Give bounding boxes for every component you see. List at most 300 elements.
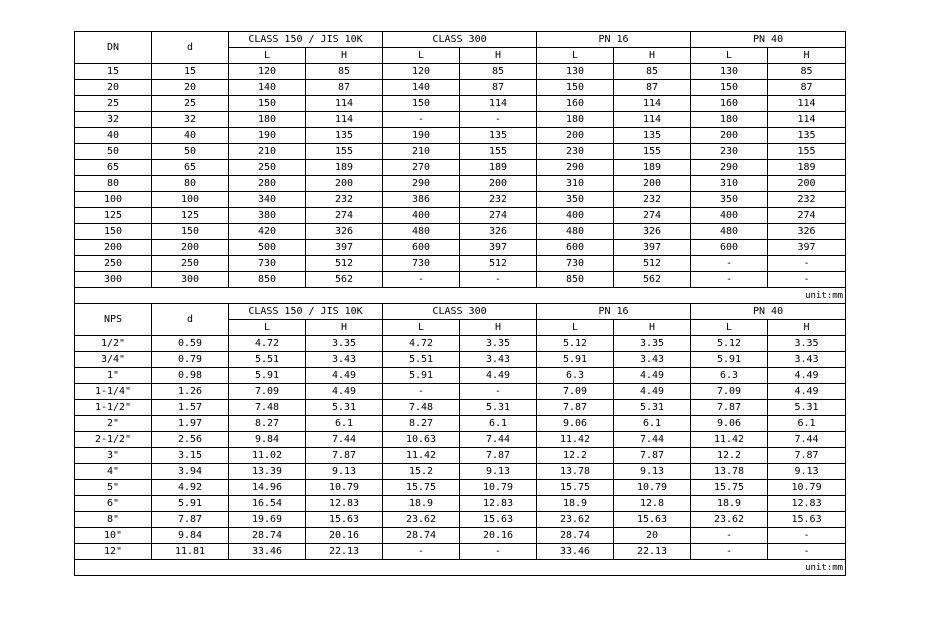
imperial-sub-l: L bbox=[229, 320, 306, 336]
table-cell: 135 bbox=[614, 128, 691, 144]
table-cell: - bbox=[768, 528, 846, 544]
table-row bbox=[75, 176, 846, 192]
table-cell: 5.51 bbox=[383, 352, 460, 368]
table-row bbox=[75, 496, 846, 512]
table-cell: 20 bbox=[614, 528, 691, 544]
table-cell: 3" bbox=[75, 448, 152, 464]
table-cell: - bbox=[691, 528, 768, 544]
dimension-table bbox=[74, 31, 846, 576]
table-cell: - bbox=[383, 112, 460, 128]
table-cell: 300 bbox=[152, 272, 229, 288]
metric-header-dn: DN bbox=[75, 32, 152, 64]
table-cell: 13.39 bbox=[229, 464, 306, 480]
table-cell: 28.74 bbox=[537, 528, 614, 544]
table-cell: 1" bbox=[75, 368, 152, 384]
table-cell: 232 bbox=[614, 192, 691, 208]
table-cell: 232 bbox=[460, 192, 537, 208]
table-cell: 135 bbox=[306, 128, 383, 144]
table-cell: 8.27 bbox=[383, 416, 460, 432]
table-cell: 80 bbox=[75, 176, 152, 192]
table-row bbox=[75, 272, 846, 288]
table-cell: 232 bbox=[306, 192, 383, 208]
table-cell: - bbox=[383, 544, 460, 560]
table-cell: 15 bbox=[75, 64, 152, 80]
table-cell: 326 bbox=[614, 224, 691, 240]
table-cell: 4.92 bbox=[152, 480, 229, 496]
table-cell: 274 bbox=[306, 208, 383, 224]
metric-sub-h: H bbox=[614, 48, 691, 64]
table-cell: 12.83 bbox=[460, 496, 537, 512]
table-cell: 730 bbox=[383, 256, 460, 272]
table-cell: 5.12 bbox=[691, 336, 768, 352]
table-cell: 155 bbox=[614, 144, 691, 160]
table-cell: - bbox=[691, 272, 768, 288]
table-cell: 189 bbox=[306, 160, 383, 176]
table-cell: 3.43 bbox=[306, 352, 383, 368]
table-cell: 7.87 bbox=[691, 400, 768, 416]
table-cell: 85 bbox=[460, 64, 537, 80]
imperial-unit-section bbox=[75, 560, 846, 576]
table-cell: 200 bbox=[306, 176, 383, 192]
table-cell: 9.13 bbox=[306, 464, 383, 480]
table-cell: 19.69 bbox=[229, 512, 306, 528]
table-cell: 350 bbox=[537, 192, 614, 208]
table-cell: 600 bbox=[691, 240, 768, 256]
table-cell: 280 bbox=[229, 176, 306, 192]
table-cell: 350 bbox=[691, 192, 768, 208]
table-cell: 13.78 bbox=[691, 464, 768, 480]
table-cell: 1-1/2" bbox=[75, 400, 152, 416]
table-cell: 6" bbox=[75, 496, 152, 512]
table-cell: 562 bbox=[614, 272, 691, 288]
table-cell: 85 bbox=[306, 64, 383, 80]
table-cell: 512 bbox=[306, 256, 383, 272]
table-cell: 32 bbox=[152, 112, 229, 128]
metric-sub-l: L bbox=[383, 48, 460, 64]
table-cell: 200 bbox=[537, 128, 614, 144]
table-cell: 3.15 bbox=[152, 448, 229, 464]
table-cell: 25 bbox=[152, 96, 229, 112]
table-cell: 200 bbox=[75, 240, 152, 256]
table-cell: 480 bbox=[691, 224, 768, 240]
table-row bbox=[75, 384, 846, 400]
table-cell: 135 bbox=[768, 128, 846, 144]
table-cell: 4.49 bbox=[768, 368, 846, 384]
table-cell: 0.59 bbox=[152, 336, 229, 352]
table-cell: 10" bbox=[75, 528, 152, 544]
table-cell: 4.49 bbox=[460, 368, 537, 384]
table-cell: 1.26 bbox=[152, 384, 229, 400]
table-cell: 33.46 bbox=[229, 544, 306, 560]
table-cell: 15.75 bbox=[383, 480, 460, 496]
table-cell: 230 bbox=[691, 144, 768, 160]
imperial-unit-row bbox=[75, 560, 846, 576]
table-cell: 3.43 bbox=[614, 352, 691, 368]
table-cell: 290 bbox=[537, 160, 614, 176]
table-cell: 400 bbox=[537, 208, 614, 224]
table-cell: 20 bbox=[75, 80, 152, 96]
table-row bbox=[75, 112, 846, 128]
imperial-header-d: d bbox=[152, 304, 229, 336]
table-cell: 5.31 bbox=[306, 400, 383, 416]
table-cell: 150 bbox=[229, 96, 306, 112]
table-cell: 155 bbox=[768, 144, 846, 160]
table-cell: 6.1 bbox=[306, 416, 383, 432]
table-cell: 11.81 bbox=[152, 544, 229, 560]
table-cell: 150 bbox=[537, 80, 614, 96]
table-cell: 18.9 bbox=[383, 496, 460, 512]
table-cell: 14.96 bbox=[229, 480, 306, 496]
table-cell: 155 bbox=[306, 144, 383, 160]
table-cell: 11.42 bbox=[537, 432, 614, 448]
table-cell: 50 bbox=[75, 144, 152, 160]
table-cell: 274 bbox=[768, 208, 846, 224]
table-cell: 65 bbox=[152, 160, 229, 176]
table-cell: 397 bbox=[306, 240, 383, 256]
table-cell: 85 bbox=[768, 64, 846, 80]
table-cell: 190 bbox=[383, 128, 460, 144]
table-cell: 15.75 bbox=[537, 480, 614, 496]
table-cell: 87 bbox=[614, 80, 691, 96]
table-cell: 9.13 bbox=[460, 464, 537, 480]
metric-unit-label: unit:mm bbox=[75, 288, 846, 304]
table-row bbox=[75, 144, 846, 160]
table-cell: 5.91 bbox=[691, 352, 768, 368]
table-cell: 9.84 bbox=[229, 432, 306, 448]
table-cell: 5.51 bbox=[229, 352, 306, 368]
table-cell: 15.63 bbox=[614, 512, 691, 528]
table-cell: 310 bbox=[537, 176, 614, 192]
table-cell: 4.49 bbox=[614, 368, 691, 384]
table-cell: - bbox=[691, 544, 768, 560]
table-cell: - bbox=[460, 544, 537, 560]
metric-group-class300: CLASS 300 bbox=[383, 32, 537, 48]
imperial-rows bbox=[75, 336, 846, 560]
table-cell: 7.09 bbox=[229, 384, 306, 400]
table-row bbox=[75, 208, 846, 224]
table-cell: 190 bbox=[229, 128, 306, 144]
table-cell: 100 bbox=[75, 192, 152, 208]
table-row bbox=[75, 512, 846, 528]
table-cell: 87 bbox=[460, 80, 537, 96]
imperial-sub-l: L bbox=[537, 320, 614, 336]
table-cell: 326 bbox=[306, 224, 383, 240]
table-row bbox=[75, 400, 846, 416]
table-cell: 12.83 bbox=[768, 496, 846, 512]
table-cell: 326 bbox=[768, 224, 846, 240]
table-cell: 135 bbox=[460, 128, 537, 144]
table-cell: 180 bbox=[229, 112, 306, 128]
metric-sub-l: L bbox=[691, 48, 768, 64]
table-cell: 5.91 bbox=[152, 496, 229, 512]
table-cell: 3.35 bbox=[306, 336, 383, 352]
table-cell: 11.02 bbox=[229, 448, 306, 464]
table-cell: 274 bbox=[460, 208, 537, 224]
table-cell: 7.87 bbox=[306, 448, 383, 464]
table-cell: 140 bbox=[383, 80, 460, 96]
table-row bbox=[75, 64, 846, 80]
table-cell: 3.94 bbox=[152, 464, 229, 480]
table-cell: 7.87 bbox=[768, 448, 846, 464]
table-row bbox=[75, 240, 846, 256]
table-cell: 6.1 bbox=[768, 416, 846, 432]
table-cell: 4.72 bbox=[383, 336, 460, 352]
metric-sub-l: L bbox=[229, 48, 306, 64]
table-cell: 114 bbox=[306, 96, 383, 112]
imperial-group-pn16: PN 16 bbox=[537, 304, 691, 320]
table-cell: 1-1/4" bbox=[75, 384, 152, 400]
table-cell: 420 bbox=[229, 224, 306, 240]
table-cell: 40 bbox=[152, 128, 229, 144]
table-cell: 189 bbox=[614, 160, 691, 176]
metric-group-pn40: PN 40 bbox=[691, 32, 846, 48]
table-cell: 9.06 bbox=[537, 416, 614, 432]
table-cell: 12" bbox=[75, 544, 152, 560]
table-cell: 11.42 bbox=[691, 432, 768, 448]
table-cell: 114 bbox=[306, 112, 383, 128]
table-cell: 480 bbox=[537, 224, 614, 240]
table-cell: 50 bbox=[152, 144, 229, 160]
table-cell: 5.91 bbox=[537, 352, 614, 368]
imperial-sub-l: L bbox=[383, 320, 460, 336]
table-cell: 10.79 bbox=[460, 480, 537, 496]
table-cell: 3.35 bbox=[614, 336, 691, 352]
imperial-unit-label: unit:mm bbox=[75, 560, 846, 576]
table-cell: 3.43 bbox=[768, 352, 846, 368]
table-cell: 130 bbox=[537, 64, 614, 80]
table-cell: 2-1/2" bbox=[75, 432, 152, 448]
table-cell: 20.16 bbox=[306, 528, 383, 544]
table-row bbox=[75, 336, 846, 352]
table-cell: 300 bbox=[75, 272, 152, 288]
table-row bbox=[75, 256, 846, 272]
table-cell: 400 bbox=[691, 208, 768, 224]
table-cell: 200 bbox=[152, 240, 229, 256]
table-cell: 0.79 bbox=[152, 352, 229, 368]
table-cell: 5.12 bbox=[537, 336, 614, 352]
table-cell: 150 bbox=[75, 224, 152, 240]
imperial-header-row bbox=[75, 304, 846, 320]
imperial-sub-l: L bbox=[691, 320, 768, 336]
table-cell: 730 bbox=[537, 256, 614, 272]
metric-header-d: d bbox=[152, 32, 229, 64]
table-cell: 7.44 bbox=[306, 432, 383, 448]
table-cell: 500 bbox=[229, 240, 306, 256]
dimension-sheet bbox=[74, 31, 845, 576]
table-cell: 290 bbox=[691, 160, 768, 176]
metric-sub-h: H bbox=[460, 48, 537, 64]
table-cell: 15.63 bbox=[768, 512, 846, 528]
table-cell: 189 bbox=[768, 160, 846, 176]
table-cell: 600 bbox=[383, 240, 460, 256]
table-cell: 4.49 bbox=[306, 368, 383, 384]
table-cell: 150 bbox=[691, 80, 768, 96]
table-cell: - bbox=[460, 384, 537, 400]
table-cell: 15.63 bbox=[460, 512, 537, 528]
table-cell: 2" bbox=[75, 416, 152, 432]
imperial-sub-h: H bbox=[768, 320, 846, 336]
table-cell: 5.91 bbox=[229, 368, 306, 384]
table-cell: 18.9 bbox=[537, 496, 614, 512]
table-cell: 3.43 bbox=[460, 352, 537, 368]
imperial-group-class300: CLASS 300 bbox=[383, 304, 537, 320]
table-cell: 87 bbox=[768, 80, 846, 96]
table-cell: 6.1 bbox=[614, 416, 691, 432]
table-cell: 32 bbox=[75, 112, 152, 128]
table-cell: 4.49 bbox=[768, 384, 846, 400]
table-cell: 9.84 bbox=[152, 528, 229, 544]
table-cell: 8.27 bbox=[229, 416, 306, 432]
metric-sub-l: L bbox=[537, 48, 614, 64]
metric-header-row bbox=[75, 32, 846, 48]
table-cell: 20.16 bbox=[460, 528, 537, 544]
table-cell: 5" bbox=[75, 480, 152, 496]
table-cell: 6.3 bbox=[691, 368, 768, 384]
table-cell: 23.62 bbox=[383, 512, 460, 528]
table-cell: 13.78 bbox=[537, 464, 614, 480]
table-cell: 10.79 bbox=[768, 480, 846, 496]
table-cell: 120 bbox=[383, 64, 460, 80]
table-cell: 600 bbox=[537, 240, 614, 256]
table-cell: 125 bbox=[75, 208, 152, 224]
table-cell: 7.48 bbox=[229, 400, 306, 416]
table-cell: 85 bbox=[614, 64, 691, 80]
table-cell: 18.9 bbox=[691, 496, 768, 512]
table-cell: 380 bbox=[229, 208, 306, 224]
table-cell: 150 bbox=[383, 96, 460, 112]
table-cell: 1/2" bbox=[75, 336, 152, 352]
table-cell: 7.48 bbox=[383, 400, 460, 416]
table-cell: 7.87 bbox=[614, 448, 691, 464]
metric-group-pn16: PN 16 bbox=[537, 32, 691, 48]
table-cell: 100 bbox=[152, 192, 229, 208]
table-row bbox=[75, 448, 846, 464]
table-cell: 730 bbox=[229, 256, 306, 272]
table-cell: 562 bbox=[306, 272, 383, 288]
table-cell: 15.2 bbox=[383, 464, 460, 480]
table-cell: 65 bbox=[75, 160, 152, 176]
table-cell: 512 bbox=[460, 256, 537, 272]
table-cell: - bbox=[768, 256, 846, 272]
imperial-group-class150: CLASS 150 / JIS 10K bbox=[229, 304, 383, 320]
table-cell: 200 bbox=[614, 176, 691, 192]
table-row bbox=[75, 160, 846, 176]
table-cell: 20 bbox=[152, 80, 229, 96]
table-cell: 12.8 bbox=[614, 496, 691, 512]
table-cell: 210 bbox=[229, 144, 306, 160]
table-row bbox=[75, 416, 846, 432]
table-cell: 80 bbox=[152, 176, 229, 192]
table-cell: 270 bbox=[383, 160, 460, 176]
table-cell: 5.91 bbox=[383, 368, 460, 384]
table-cell: 10.79 bbox=[306, 480, 383, 496]
table-cell: 200 bbox=[691, 128, 768, 144]
table-cell: 512 bbox=[614, 256, 691, 272]
table-cell: 114 bbox=[614, 96, 691, 112]
imperial-header-nps: NPS bbox=[75, 304, 152, 336]
table-cell: 114 bbox=[768, 96, 846, 112]
table-cell: 386 bbox=[383, 192, 460, 208]
table-cell: 250 bbox=[75, 256, 152, 272]
imperial-group-pn40: PN 40 bbox=[691, 304, 846, 320]
table-row bbox=[75, 544, 846, 560]
table-cell: 23.62 bbox=[691, 512, 768, 528]
table-cell: 15.63 bbox=[306, 512, 383, 528]
table-cell: 7.87 bbox=[152, 512, 229, 528]
table-cell: 150 bbox=[152, 224, 229, 240]
table-cell: 12.2 bbox=[537, 448, 614, 464]
table-cell: 4.49 bbox=[306, 384, 383, 400]
table-cell: 250 bbox=[152, 256, 229, 272]
table-cell: 22.13 bbox=[306, 544, 383, 560]
table-cell: 4" bbox=[75, 464, 152, 480]
table-cell: 1.57 bbox=[152, 400, 229, 416]
table-cell: 200 bbox=[768, 176, 846, 192]
table-cell: 7.09 bbox=[537, 384, 614, 400]
table-row bbox=[75, 352, 846, 368]
table-cell: 397 bbox=[460, 240, 537, 256]
table-cell: 120 bbox=[229, 64, 306, 80]
table-row bbox=[75, 480, 846, 496]
table-row bbox=[75, 432, 846, 448]
table-cell: 5.31 bbox=[460, 400, 537, 416]
table-row bbox=[75, 224, 846, 240]
table-row bbox=[75, 128, 846, 144]
table-cell: 114 bbox=[614, 112, 691, 128]
table-cell: 125 bbox=[152, 208, 229, 224]
metric-rows bbox=[75, 64, 846, 288]
table-cell: 480 bbox=[383, 224, 460, 240]
table-cell: 400 bbox=[383, 208, 460, 224]
table-cell: 140 bbox=[229, 80, 306, 96]
metric-unit-row bbox=[75, 288, 846, 304]
table-cell: 180 bbox=[691, 112, 768, 128]
table-cell: 230 bbox=[537, 144, 614, 160]
table-cell: 25 bbox=[75, 96, 152, 112]
table-cell: 28.74 bbox=[229, 528, 306, 544]
table-cell: 87 bbox=[306, 80, 383, 96]
table-row bbox=[75, 80, 846, 96]
table-cell: 6.1 bbox=[460, 416, 537, 432]
table-cell: - bbox=[383, 384, 460, 400]
table-cell: 8" bbox=[75, 512, 152, 528]
table-cell: 850 bbox=[537, 272, 614, 288]
table-row bbox=[75, 96, 846, 112]
table-cell: 397 bbox=[614, 240, 691, 256]
table-row bbox=[75, 192, 846, 208]
table-cell: 4.49 bbox=[614, 384, 691, 400]
table-cell: 250 bbox=[229, 160, 306, 176]
table-cell: 2.56 bbox=[152, 432, 229, 448]
table-cell: 12.83 bbox=[306, 496, 383, 512]
table-cell: 274 bbox=[614, 208, 691, 224]
table-row bbox=[75, 464, 846, 480]
imperial-sub-h: H bbox=[306, 320, 383, 336]
table-cell: 22.13 bbox=[614, 544, 691, 560]
table-cell: 340 bbox=[229, 192, 306, 208]
table-cell: 397 bbox=[768, 240, 846, 256]
table-cell: 7.44 bbox=[614, 432, 691, 448]
table-cell: 155 bbox=[460, 144, 537, 160]
table-cell: 10.63 bbox=[383, 432, 460, 448]
table-cell: 28.74 bbox=[383, 528, 460, 544]
table-cell: 850 bbox=[229, 272, 306, 288]
table-row bbox=[75, 528, 846, 544]
table-cell: 5.31 bbox=[614, 400, 691, 416]
table-cell: 16.54 bbox=[229, 496, 306, 512]
table-cell: 12.2 bbox=[691, 448, 768, 464]
table-cell: 326 bbox=[460, 224, 537, 240]
